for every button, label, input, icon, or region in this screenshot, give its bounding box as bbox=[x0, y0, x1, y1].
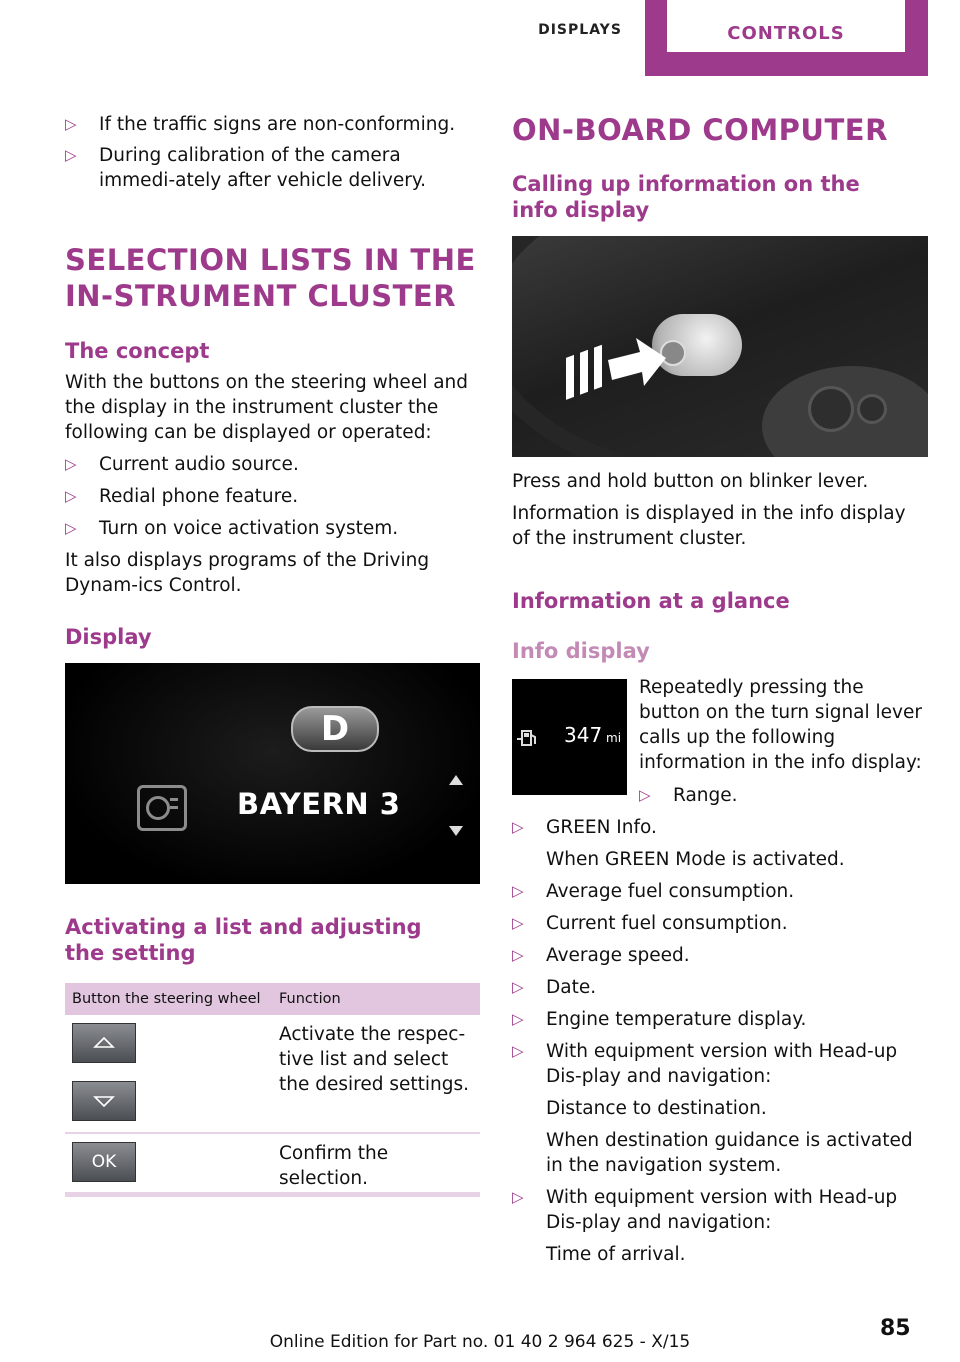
list-item bbox=[512, 1007, 924, 1032]
bullet-triangle-icon: ▷ bbox=[512, 882, 524, 900]
bullet-text: If the traffic signs are non-conforming. bbox=[99, 114, 456, 135]
bullet-item bbox=[639, 783, 924, 808]
bullet-text: Average speed. bbox=[546, 945, 690, 966]
list-item bbox=[512, 975, 924, 1000]
concept-paragraph: With the buttons on the steering wheel and the display in the instrument cluster the following can be displayed or operated: bbox=[65, 372, 469, 443]
list-item bbox=[512, 911, 924, 936]
bullet-triangle-icon: ▷ bbox=[512, 978, 524, 996]
bullet-triangle-icon: ▷ bbox=[639, 786, 651, 804]
steering-up-button-icon bbox=[72, 1023, 136, 1063]
bullet-sub-text: Distance to destination. bbox=[546, 1098, 767, 1119]
gear-letter: D bbox=[320, 709, 350, 749]
subheading-concept: The concept bbox=[65, 339, 210, 363]
list-item bbox=[512, 1185, 924, 1235]
radio-icon bbox=[137, 785, 187, 831]
subheading-activating: Activating a list and adjusting the setting bbox=[65, 915, 422, 965]
bullet-text: GREEN Info. bbox=[546, 817, 657, 838]
arrow-up-icon bbox=[449, 775, 463, 785]
bullet-text: Turn on voice activation system. bbox=[99, 518, 399, 539]
list-item bbox=[512, 815, 924, 840]
bullet-item bbox=[65, 484, 480, 509]
bullet-text: Average fuel consumption. bbox=[546, 881, 795, 902]
bullet-triangle-icon: ▷ bbox=[512, 946, 524, 964]
bullet-text: Engine temperature display. bbox=[546, 1009, 807, 1030]
bullet-item bbox=[65, 452, 480, 477]
table-function-1: Activate the respec-tive list and select the desired settings. bbox=[279, 1024, 470, 1095]
range-display-image bbox=[512, 679, 627, 795]
arrow-down-icon bbox=[449, 826, 463, 836]
bullet-text: During calibration of the camera immedi-ately after vehicle delivery. bbox=[99, 145, 427, 191]
station-name: BAYERN 3 bbox=[237, 787, 401, 821]
range-unit: mi bbox=[606, 731, 622, 745]
bullet-triangle-icon: ▷ bbox=[65, 487, 77, 505]
footer-edition: Online Edition for Part no. 01 40 2 964 625 - X/15 bbox=[269, 1332, 691, 1352]
list-item bbox=[512, 879, 924, 904]
bullet-triangle-icon: ▷ bbox=[512, 1188, 524, 1206]
ok-button-icon: OK bbox=[72, 1142, 136, 1182]
bullet-item bbox=[65, 143, 480, 193]
table-header bbox=[65, 983, 480, 1015]
range-value: 347 bbox=[564, 723, 603, 747]
section-label: DISPLAYS bbox=[538, 22, 622, 38]
bullet-sub-text: When GREEN Mode is activated. bbox=[546, 849, 845, 870]
subheading-display: Display bbox=[65, 625, 152, 649]
bullet-item bbox=[65, 516, 480, 541]
bullet-sub-text: When destination guidance is activated in the navigation system. bbox=[546, 1130, 913, 1176]
bullet-text: Redial phone feature. bbox=[99, 486, 299, 507]
subheading-calling: Calling up information on the info display bbox=[512, 172, 860, 222]
list-item bbox=[512, 1039, 924, 1089]
bullet-text: Current audio source. bbox=[99, 454, 299, 475]
steering-down-button-icon bbox=[72, 1081, 136, 1121]
table-col-button: Button the steering wheel bbox=[72, 991, 261, 1007]
bullet-triangle-icon: ▷ bbox=[512, 1010, 524, 1028]
repeat-paragraph: Repeatedly pressing the button on the turn signal lever calls up the following information in the info display: bbox=[639, 677, 922, 773]
table-divider bbox=[65, 1132, 480, 1134]
section-heading-onboard: ON-BOARD COMPUTER bbox=[512, 113, 888, 147]
bullet-item bbox=[65, 112, 480, 137]
table-col-function: Function bbox=[279, 991, 341, 1007]
also-paragraph: It also displays programs of the Driving Dynam-ics Control. bbox=[65, 550, 430, 596]
table-bottom-rule bbox=[65, 1192, 480, 1197]
press-paragraph: Press and hold button on blinker lever. bbox=[512, 471, 869, 492]
bullet-triangle-icon: ▷ bbox=[512, 818, 524, 836]
bullet-text: Current fuel consumption. bbox=[546, 913, 788, 934]
fuel-pump-icon bbox=[516, 729, 534, 745]
bullet-triangle-icon: ▷ bbox=[512, 914, 524, 932]
chapter-label: CONTROLS bbox=[667, 0, 905, 52]
instrument-display-image bbox=[65, 663, 480, 884]
bullet-text: Range. bbox=[673, 785, 738, 806]
section-heading: SELECTION LISTS IN THE IN-STRUMENT CLUSTER bbox=[65, 243, 476, 313]
page-number: 85 bbox=[880, 1316, 911, 1341]
bullet-sub-text: Time of arrival. bbox=[546, 1244, 686, 1265]
arrow-right-icon bbox=[560, 330, 670, 410]
bullet-triangle-icon: ▷ bbox=[65, 115, 77, 133]
bullet-triangle-icon: ▷ bbox=[512, 1042, 524, 1060]
bullet-text: Date. bbox=[546, 977, 597, 998]
bullet-text: With equipment version with Head-up Dis-play and navigation: bbox=[546, 1041, 898, 1087]
table-function-2: Confirm the selection. bbox=[279, 1143, 389, 1189]
chapter-tab bbox=[645, 0, 928, 76]
subheading-glance: Information at a glance bbox=[512, 589, 790, 613]
bullet-triangle-icon: ▷ bbox=[65, 146, 77, 164]
list-item bbox=[512, 943, 924, 968]
bullet-triangle-icon: ▷ bbox=[65, 519, 77, 537]
bullet-triangle-icon: ▷ bbox=[65, 455, 77, 473]
blinker-lever-image bbox=[512, 236, 928, 457]
gear-indicator bbox=[291, 706, 379, 752]
info-paragraph: Information is displayed in the info display of the instrument cluster. bbox=[512, 503, 906, 549]
bullet-text: With equipment version with Head-up Dis-play and navigation: bbox=[546, 1187, 898, 1233]
subheading-info-display: Info display bbox=[512, 639, 650, 663]
